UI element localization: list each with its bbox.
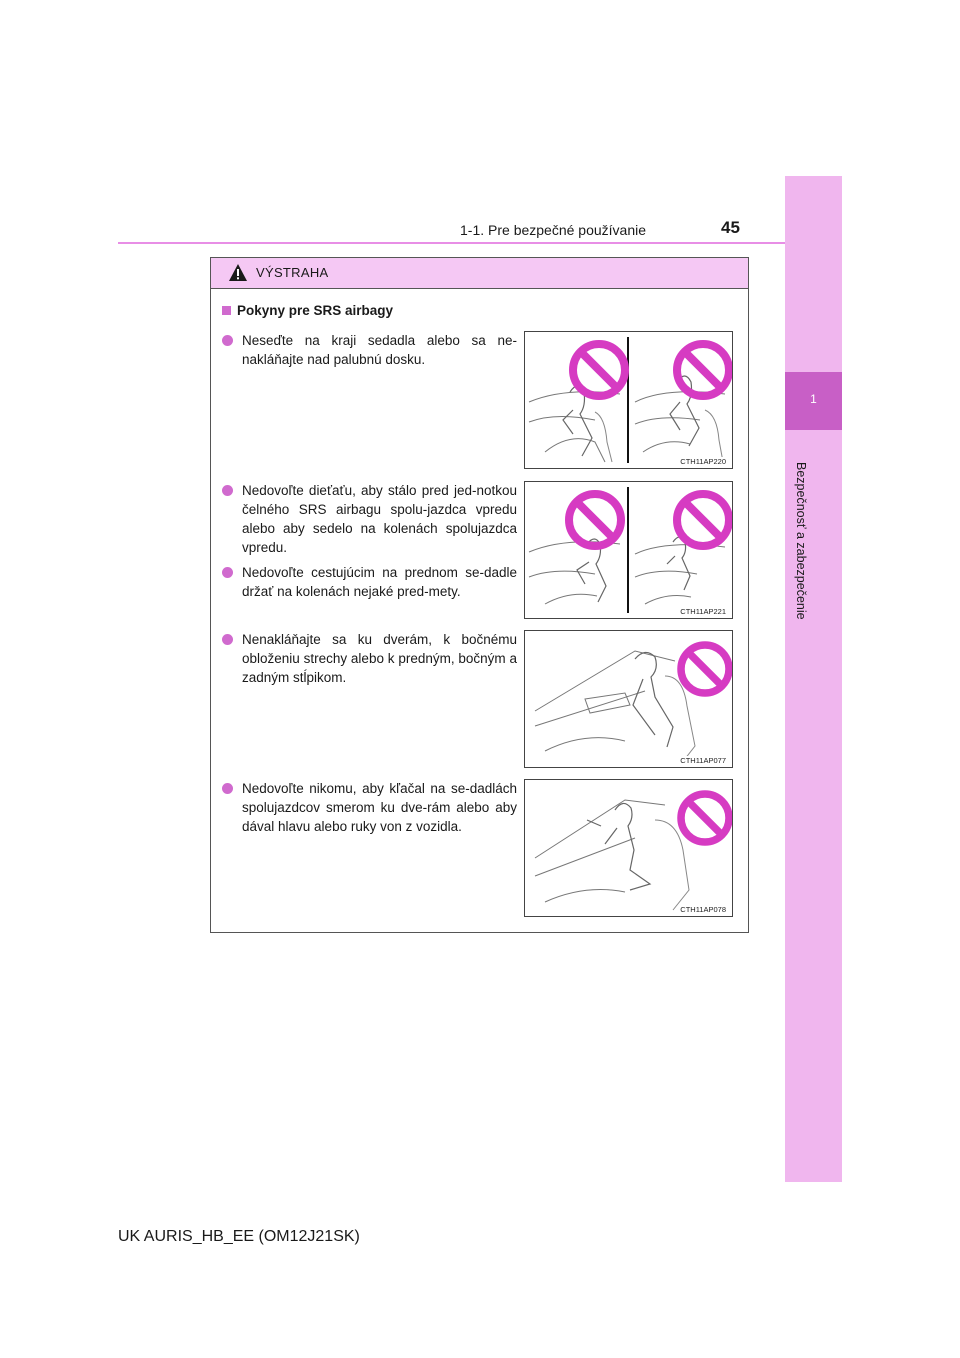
illustration-kneel-on-seat <box>524 779 733 917</box>
bullet-text: Nedovoľte dieťaťu, aby stálo pred jed-notkou čelného SRS airbagu spolu-jazdca vpredu alebo aby sedelo na kolenách spolujazdca vpredu. <box>242 483 517 555</box>
prohibited-icon <box>681 645 729 693</box>
footer-model-code: UK AURIS_HB_EE (OM12J21SK) <box>118 1228 360 1245</box>
bullet-item <box>222 481 517 557</box>
bullet-item <box>222 779 517 836</box>
warning-label: VÝSTRAHA <box>256 265 329 280</box>
illustration-code: CTH11AP220 <box>680 457 726 466</box>
header-rule <box>118 242 785 244</box>
prohibited-icon <box>573 344 625 396</box>
prohibited-icon <box>677 344 729 396</box>
bullet-dot-icon <box>222 783 233 794</box>
side-chapter-tab <box>785 176 842 1182</box>
page-number: 45 <box>721 218 740 237</box>
cabin-sketch <box>525 482 732 618</box>
cabin-sketch <box>525 631 732 767</box>
bullet-text: Nedovoľte cestujúcim na prednom se-dadle držať na kolenách nejaké pred-mety. <box>242 565 517 599</box>
cabin-sketch <box>525 332 732 468</box>
warning-header <box>211 258 748 289</box>
subheading-text: Pokyny pre SRS airbagy <box>237 303 394 318</box>
illustration-code: CTH11AP078 <box>680 905 726 914</box>
subheading <box>222 303 393 318</box>
bullet-dot-icon <box>222 634 233 645</box>
warning-box <box>210 257 749 933</box>
bullet-text: Neseďte na kraji sedadla alebo sa ne-nakláňajte nad palubnú dosku. <box>242 333 517 367</box>
chapter-title: Bezpečnosť a zabezpečenie <box>794 462 808 620</box>
bullet-text: Nedovoľte nikomu, aby kľačal na se-dadlách spolujazdcov smerom ku dve-rám alebo aby dával hlavu alebo ruky von z vozidla. <box>242 781 517 834</box>
bullet-item <box>222 630 517 687</box>
bullet-item <box>222 563 517 601</box>
bullet-dot-icon <box>222 335 233 346</box>
bullet-dot-icon <box>222 485 233 496</box>
prohibited-icon <box>677 494 729 546</box>
chapter-number: 1 <box>810 392 817 406</box>
section-title: 1-1. Pre bezpečné používanie <box>460 222 647 238</box>
illustration-lean-over-dashboard <box>524 331 733 469</box>
illustration-child-front-seat <box>524 481 733 619</box>
square-bullet-icon <box>222 306 231 315</box>
bullet-item <box>222 331 517 369</box>
bullet-dot-icon <box>222 567 233 578</box>
prohibited-icon <box>681 794 729 842</box>
illustration-code: CTH11AP221 <box>680 607 726 616</box>
warning-triangle-icon <box>228 263 248 282</box>
prohibited-icon <box>569 494 621 546</box>
illustration-code: CTH11AP077 <box>680 756 726 765</box>
bullet-text: Nenakláňajte sa ku dverám, k bočnému obloženiu strechy alebo k predným, bočným a zadným stĺpikom. <box>242 632 517 685</box>
illustration-lean-on-door <box>524 630 733 768</box>
cabin-sketch <box>525 780 732 916</box>
